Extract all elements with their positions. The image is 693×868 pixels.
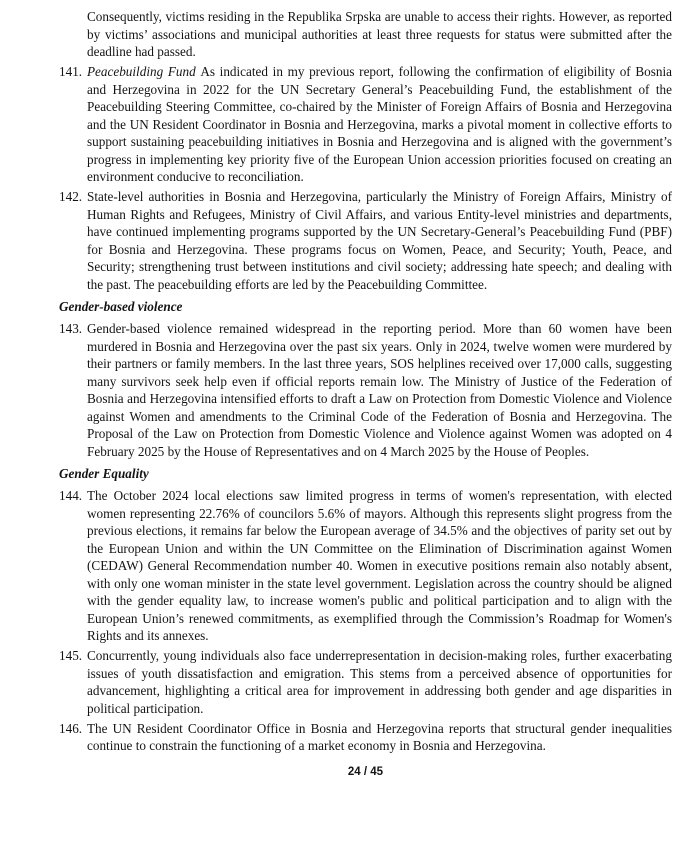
paragraph-144-number: 144.: [59, 488, 83, 503]
paragraph-141-italic-lead: Peacebuilding Fund: [87, 64, 201, 79]
paragraph-142-number: 142.: [59, 189, 83, 204]
paragraph-145: [59, 647, 672, 717]
paragraph-146-number: 146.: [59, 720, 83, 736]
section-heading-gender-based-violence: Gender-based violence: [59, 299, 183, 314]
paragraph-143: [59, 320, 672, 460]
paragraph-144: [59, 487, 672, 645]
paragraph-141: [59, 63, 672, 186]
paragraph-143-text: Gender-based violence remained widespread in the reporting period. More than 60 women have been murdered in Bosnia and Herzegovina over the past six years. Only in 2024, twelve women were murdered by their partners or family members. In the last three years, SOS helplines received over 17,000 calls, suggesting many survivors seek help even if official reports remain low. The Ministry of Justice of the Federation of Bosnia and Herzegovina intensified efforts to draft a Law on Protection from Domestic Violence and Violence against Women and amendments to the Criminal Code of the Federation of Bosnia and Herzegovina. The Proposal of the Law on Protection from Domestic Violence and Violence against Women was adopted on 4 February 2025 by the House of Representatives and on 4 March 2025 by the House of Peoples.: [87, 321, 672, 459]
paragraph-146-text: The UN Resident Coordinator Office in Bosnia and Herzegovina reports that structural gender inequalities continue to constrain the functioning of a market economy in Bosnia and Herzegovina.: [87, 720, 672, 753]
paragraph-continuation: Consequently, victims residing in the Republika Srpska are unable to access their rights. However, as reported by victims’ associations and municipal authorities at least three requests for status were submitted after the deadline had passed.: [87, 9, 672, 59]
paragraph-141-text: As indicated in my previous report, following the confirmation of eligibility of Bosnia and Herzegovina in 2022 for the UN Secretary General’s Peacebuilding Fund, the establishment of the Peacebuilding Steering Committee, co-chaired by the Minister of Foreign Affairs of Bosnia and Herzegovina and the UN Resident Coordinator in Bosnia and Herzegovina, marks a pivotal moment in collective efforts to support sustaining peacebuilding initiatives in Bosnia and Herzegovina and is aligned with the government’s progress in implementing key priority five of the European Union accession priorities focused on creating an environment conducive to reconciliation.: [87, 64, 672, 184]
paragraph-146: [59, 720, 672, 755]
paragraph-145-text: Concurrently, young individuals also face underrepresentation in decision-making roles, further exacerbating issues of youth dissatisfaction and emigration. This stems from a perceived absence of opportunities for advancement, highlighting a critical area for improvement in addressing both gender and age disparities in political participation.: [87, 648, 672, 716]
paragraph-143-number: 143.: [59, 321, 83, 336]
page-number: 24 / 45: [347, 765, 384, 778]
paragraph-141-number: 141.: [59, 64, 83, 79]
paragraph-144-text: The October 2024 local elections saw limited progress in terms of women's representation, with elected women representing 22.76% of councilors 5.6% of mayors. Although this represents slight progress from the previous elections, it remains far below the European average of 34.5% and the objectives of parity set out by the European Union and within the UN Committee on the Elimination of Discrimination against Women (CEDAW) General Recommendation number 40. Women in executive positions remain also notably absent, with only one woman minister in the state level government. Legislation across the country should be aligned with the gender equality law, to increase women's public and political participation and to align with the European Union’s renewed commitments, as exemplified through the Commission’s Roadmap for Women's Rights and its annexes.: [87, 488, 672, 643]
paragraph-142: [59, 188, 672, 293]
page-footer: [59, 764, 672, 782]
paragraph-142-text: State-level authorities in Bosnia and Herzegovina, particularly the Ministry of Foreign Affairs, Ministry of Human Rights and Refugees, Ministry of Civil Affairs, and various Entity-level ministries and departments, have continued implementing programs supported by the UN Secretary-General’s Peacebuilding Fund (PBF) for Bosnia and Herzegovina. These programs focus on Women, Peace, and Security; Youth, Peace, and Security; strengthening trust between institutions and civil society; addressing hate speech; and dealing with the past. The peacebuilding efforts are led by the Peacebuilding Committee.: [87, 189, 672, 292]
paragraph-145-number: 145.: [59, 648, 83, 663]
section-heading-gender-equality: Gender Equality: [59, 466, 149, 481]
